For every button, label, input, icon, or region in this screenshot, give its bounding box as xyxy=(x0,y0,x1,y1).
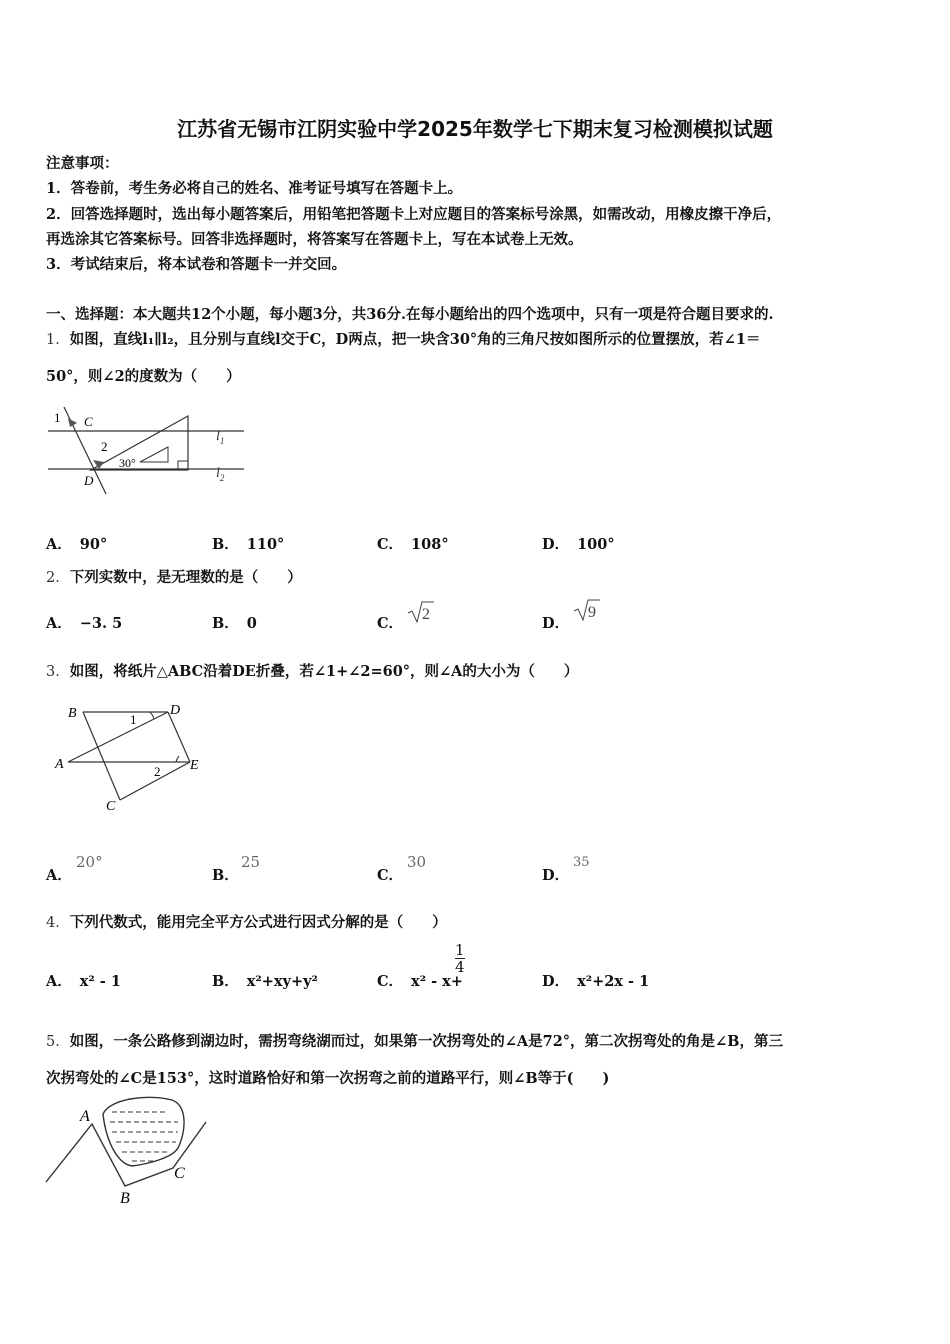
q3-option-b-value: 25 xyxy=(241,853,261,871)
point-D-label: D xyxy=(84,473,94,488)
q3-option-b[interactable]: B． xyxy=(212,867,239,884)
line-l1-label: $l_1$ xyxy=(216,429,225,446)
angle-1-label: 1 xyxy=(130,712,137,727)
question-5-cont: 次拐弯处的∠C是153°，这时道路恰好和第一次拐弯之前的道路平行，则∠B等于( ) xyxy=(46,1070,610,1087)
page-title: 江苏省无锡市江阴实验中学2025年数学七下期末复习检测模拟试题 xyxy=(177,117,773,141)
point-B-label: B xyxy=(68,706,77,721)
q1-option-d[interactable]: D． 100° xyxy=(542,536,615,553)
question-text: 下列代数式，能用完全平方公式进行因式分解的是（ ） xyxy=(69,914,447,931)
sqrt-9-option xyxy=(572,596,602,622)
q2-option-d[interactable]: D． xyxy=(542,615,570,632)
question-number: 5． xyxy=(46,1034,70,1050)
question-1 xyxy=(46,328,760,349)
question-1-cont: 50°，则∠2的度数为（ ） xyxy=(46,368,241,385)
angle-2-label: 2 xyxy=(101,439,108,454)
q4-option-a[interactable]: A． x² - 1 xyxy=(46,973,121,990)
point-E-label: E xyxy=(190,758,199,773)
q3-option-c-value: 30 xyxy=(407,853,427,871)
angle-1-label: 1 xyxy=(54,410,61,425)
question-number: 2． xyxy=(46,570,70,586)
q4-option-d[interactable]: D． x²+2x - 1 xyxy=(542,973,650,990)
q3-option-d-value: 35 xyxy=(573,855,590,870)
figure-q3 xyxy=(50,696,210,816)
q3-option-a-value: 20° xyxy=(76,853,103,871)
q3-option-a[interactable]: A． xyxy=(46,867,72,884)
q2-option-b[interactable]: B． 0 xyxy=(212,615,257,632)
q1-option-b[interactable]: B． 110° xyxy=(212,536,285,553)
notice-item-2-cont: 再选涂其它答案标号。回答非选择题时，将答案写在答题卡上，写在本试卷上无效。 xyxy=(46,231,583,248)
q4-option-b[interactable]: B． x²+xy+y² xyxy=(212,973,318,990)
question-number: 3． xyxy=(46,664,70,680)
line-l2-label: $l_2$ xyxy=(216,466,225,483)
point-C-label: C xyxy=(84,414,93,429)
angle-2-label: 2 xyxy=(154,764,161,779)
point-A-label: A xyxy=(80,1108,90,1125)
q3-option-c[interactable]: C． xyxy=(377,867,404,884)
section-heading: 一、选择题：本大题共12个小题，每小题3分，共36分.在每小题给出的四个选项中，只有一项是符合题目要求的. xyxy=(46,306,774,323)
angle-30-label: 30° xyxy=(119,456,136,470)
point-C-label: C xyxy=(106,799,116,814)
figure-q1 xyxy=(44,392,244,502)
svg-text:2: 2 xyxy=(422,606,430,623)
svg-text:9: 9 xyxy=(588,604,596,621)
q4-option-c[interactable]: C． x² - x+ xyxy=(377,973,463,990)
question-5 xyxy=(46,1030,783,1051)
sqrt-2-option xyxy=(406,598,436,624)
q2-option-a[interactable]: A． −3. 5 xyxy=(46,615,123,632)
question-text: 下列实数中，是无理数的是（ ） xyxy=(69,569,302,586)
point-B-label: B xyxy=(120,1190,130,1207)
question-number: 1． xyxy=(46,332,70,348)
q3-option-d[interactable]: D． xyxy=(542,867,570,884)
question-2 xyxy=(46,566,302,587)
q1-option-a[interactable]: A． 90° xyxy=(46,536,108,553)
question-text: 如图，将纸片△ABC沿着DE折叠，若∠1+∠2=60°，则∠A的大小为（ ） xyxy=(69,663,579,680)
notice-item-1: 1．答卷前，考生务必将自己的姓名、准考证号填写在答题卡上。 xyxy=(46,180,463,197)
notice-item-2: 2．回答选择题时，选出每小题答案后，用铅笔把答题卡上对应题目的答案标号涂黑，如需改动，用橡皮擦干净后， xyxy=(46,206,782,223)
notice-heading: 注意事项： xyxy=(46,155,119,172)
question-4 xyxy=(46,911,447,932)
point-D-label: D xyxy=(170,703,181,718)
figure-q5 xyxy=(40,1092,220,1212)
point-A-label: A xyxy=(55,757,64,772)
q1-option-c[interactable]: C． 108° xyxy=(377,536,449,553)
point-C-label: C xyxy=(174,1165,185,1182)
question-text: 如图，直线l₁∥l₂，且分别与直线l交于C，D两点，把一块含30°角的三角尺按如图所示的位置摆放，若∠1＝ xyxy=(69,331,761,348)
question-number: 4． xyxy=(46,915,70,931)
question-3 xyxy=(46,660,578,681)
fraction-one-quarter: $\frac{1}{4}$ xyxy=(455,941,465,976)
notice-item-3: 3．考试结束后，将本试卷和答题卡一并交回。 xyxy=(46,256,347,273)
question-text: 如图，一条公路修到湖边时，需拐弯绕湖而过，如果第一次拐弯处的∠A是72°，第二次拐弯处的角是∠B，第三 xyxy=(69,1033,783,1050)
q2-option-c[interactable]: C． xyxy=(377,615,404,632)
